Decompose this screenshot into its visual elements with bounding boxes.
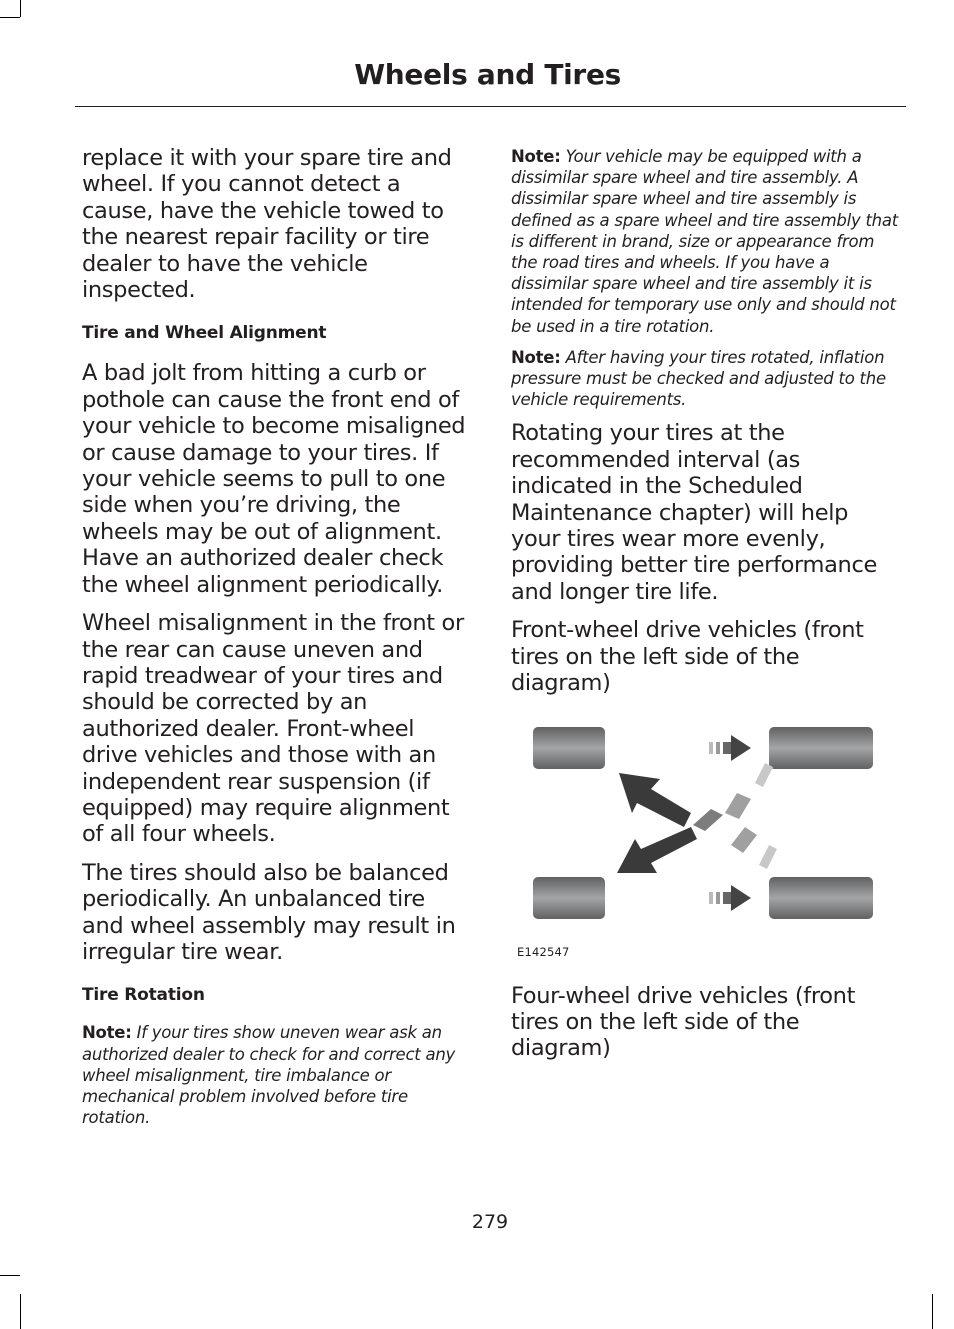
- tire-rear-left-icon: [533, 877, 605, 919]
- note-text: Your vehicle may be equipped with a dissimilar spare wheel and tire assembly. A dissimilar spare wheel and tire assembly is defined as a spare wheel and tire assembly that is different in brand, size or appearance from the road tires and wheels. If you have a dissimilar spare wheel and tire assembly it is intended for temporary use only and should not be used in a tire rotation.: [511, 147, 898, 336]
- tire-front-right-icon: [769, 727, 873, 769]
- heading-tire-rotation: Tire Rotation: [82, 985, 205, 1006]
- arrow-cross-to-front-left-icon: [619, 763, 773, 831]
- rotation-diagram-svg: [511, 721, 903, 969]
- paragraph-rotating: Rotating your tires at the recommended interval (as indicated in the Scheduled Maintenance chapter) will help your tires wear more evenly, providing better tire performance and longer tire life.: [511, 420, 877, 605]
- heading-tire-wheel-alignment: Tire and Wheel Alignment: [82, 323, 327, 344]
- crop-mark-bottom-right-v: [932, 1294, 933, 1329]
- paragraph-four-wheel-drive: Four-wheel drive vehicles (front tires on the left side of the diagram): [511, 982, 856, 1062]
- arrow-right-top-icon: [709, 735, 751, 761]
- arrow-right-bottom-icon: [709, 885, 751, 911]
- arrow-cross-to-rear-left-icon: [617, 827, 777, 873]
- note-label: Note:: [511, 347, 561, 367]
- page-number: 279: [471, 1211, 509, 1233]
- paragraph-front-wheel-drive: Front-wheel drive vehicles (front tires on the left side of the diagram): [511, 617, 864, 697]
- note-label: Note:: [82, 1023, 132, 1043]
- note-text: After having your tires rotated, inflation pressure must be checked and adjusted to the vehicle requirements.: [511, 347, 886, 410]
- crop-mark-top-left-h: [0, 17, 20, 18]
- left-column: [82, 145, 472, 1138]
- tire-front-left-icon: [533, 727, 605, 769]
- paragraph-spare-tire: replace it with your spare tire and wheel. If you cannot detect a cause, have the vehicle towed to the nearest repair facility or tire dealer to have the vehicle inspected.: [82, 145, 452, 304]
- tire-rotation-diagram: [511, 721, 903, 969]
- figure-code: E142547: [517, 944, 570, 959]
- right-column: [511, 146, 903, 1074]
- paragraph-bad-jolt: A bad jolt from hitting a curb or pothole can cause the front end of your vehicle to become misaligned or cause damage to your tires. If your vehicle seems to pull to one side when you’re driving, the wheels may be out of alignment. Have an authorized dealer check the wheel alignment periodically.: [82, 360, 466, 598]
- title-rule: [75, 106, 906, 107]
- page-title: Wheels and Tires: [354, 58, 621, 91]
- crop-mark-bottom-left-h: [0, 1275, 20, 1276]
- note-dissimilar-spare: [511, 146, 903, 337]
- note-inflation-pressure: [511, 347, 903, 411]
- note-text: If your tires show uneven wear ask an authorized dealer to check for and correct any wheel misalignment, tire imbalance or mechanical problem involved before tire rotation.: [82, 1023, 456, 1128]
- note-uneven-wear: [82, 1022, 472, 1128]
- paragraph-balancing: The tires should also be balanced periodically. An unbalanced tire and wheel assembly may result in irregular tire wear.: [82, 859, 456, 965]
- tire-rear-right-icon: [769, 877, 873, 919]
- crop-mark-bottom-left-v: [20, 1294, 21, 1329]
- note-label: Note:: [511, 147, 561, 166]
- paragraph-misalignment: Wheel misalignment in the front or the rear can cause uneven and rapid treadwear of your tires and should be corrected by an authorized dealer. Front-wheel drive vehicles and those with an independent rear suspension (if equipped) may require alignment of all four wheels.: [82, 610, 464, 848]
- crop-mark-top-left-v: [20, 0, 21, 17]
